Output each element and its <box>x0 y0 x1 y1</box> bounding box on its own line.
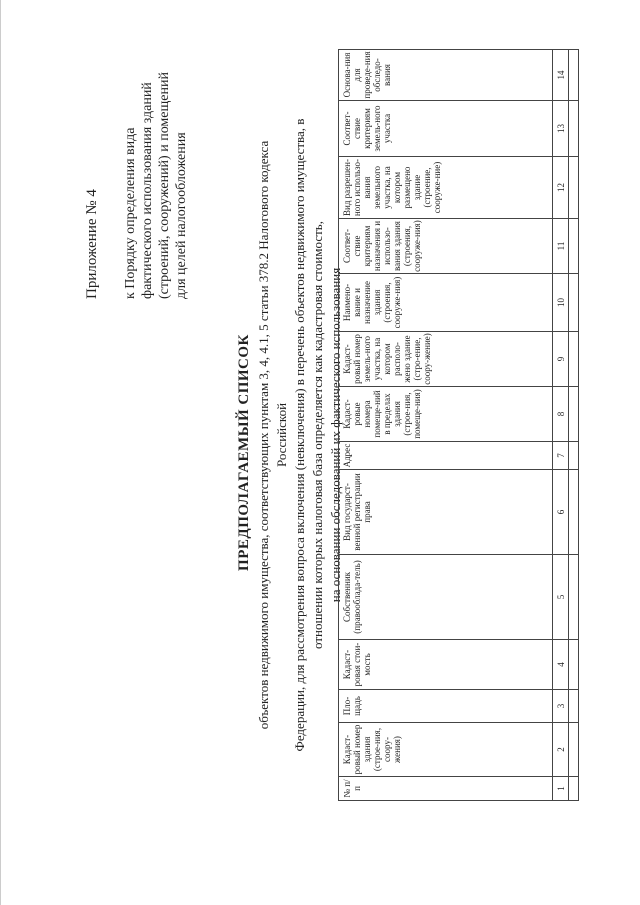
column-number: 14 <box>553 50 569 101</box>
subtitle-line: отношении которых налоговая база определяется как кадастровая стоимость, <box>310 221 325 649</box>
empty-cell <box>569 723 579 777</box>
annex-title: Приложение № 4 <box>84 189 100 299</box>
column-number: 9 <box>553 332 569 387</box>
header-cell: Вид государст-венной регистрации права <box>339 470 553 555</box>
header-cell: Кадаст-ровый номер здания (строе-ния, соору-жения) <box>339 723 553 777</box>
document-subtitle <box>255 115 345 755</box>
table-header-row <box>339 50 553 801</box>
header-cell: Собственник (правооблада-тель) <box>339 555 553 640</box>
header-cell: Соответ-ствие критериям земель-ного участка <box>339 101 553 157</box>
column-number: 6 <box>553 470 569 555</box>
column-number: 13 <box>553 101 569 157</box>
column-number-row <box>553 50 569 801</box>
column-number: 3 <box>553 690 569 723</box>
property-list-table <box>338 49 579 801</box>
annex-line: (строений, сооружений) и помещений <box>157 72 172 299</box>
empty-cell <box>569 274 579 332</box>
header-cell: Кадаст-ровые номера помеще-ний в пределах здания (строе-ния, помеще-ния) <box>339 387 553 442</box>
empty-cell <box>569 157 579 219</box>
subtitle-line: объектов недвижимого имущества, соответствующих пунктам 3, 4, 4.1, 5 статьи 378.2 Налогового кодекса Российской <box>256 140 289 730</box>
header-cell: Кадаст-ровая стои-мость <box>339 640 553 690</box>
empty-cell <box>569 555 579 640</box>
empty-row <box>569 50 579 801</box>
subtitle-line: на основании обследований их фактического использования <box>328 267 343 603</box>
header-cell: Адрес <box>339 442 553 470</box>
header-cell: Основа-ния для проведе-ния обследо-вания <box>339 50 553 101</box>
column-number: 4 <box>553 640 569 690</box>
empty-cell <box>569 50 579 101</box>
empty-cell <box>569 387 579 442</box>
header-cell: Наимено-вание и назначение здания (строения, сооруже-ния) <box>339 274 553 332</box>
empty-cell <box>569 690 579 723</box>
header-cell: Пло-щадь <box>339 690 553 723</box>
empty-cell <box>569 332 579 387</box>
column-number: 10 <box>553 274 569 332</box>
empty-cell <box>569 470 579 555</box>
column-number: 8 <box>553 387 569 442</box>
annex-line: для целей налогообложения <box>174 132 189 299</box>
annex-description <box>122 19 190 299</box>
empty-cell <box>569 101 579 157</box>
column-number: 7 <box>553 442 569 470</box>
empty-cell <box>569 777 579 801</box>
column-number: 1 <box>553 777 569 801</box>
document-title: ПРЕДПОЛАГАЕМЫЙ СПИСОК <box>236 334 252 571</box>
empty-cell <box>569 219 579 274</box>
annex-line: к Порядку определения вида <box>123 127 138 299</box>
column-number: 5 <box>553 555 569 640</box>
column-number: 2 <box>553 723 569 777</box>
empty-cell <box>569 640 579 690</box>
column-number: 11 <box>553 219 569 274</box>
header-cell: Соответ-ствие критериям назначения и использо-вания здания (строения, сооруже-ния) <box>339 219 553 274</box>
header-cell: № п/п <box>339 777 553 801</box>
header-cell: Кадаст-ровый номер земель-ного участка, на котором располо-жено здание (стро-ение, соору-жение) <box>339 332 553 387</box>
subtitle-line: Федерации, для рассмотрения вопроса включения (невключения) в перечень объектов недвижимого имущества, в <box>292 118 307 752</box>
header-cell: Вид разрешен-ного использо-вания земельного участка, на котором размещено здание (строение, сооруже-ние) <box>339 157 553 219</box>
empty-cell <box>569 442 579 470</box>
annex-line: фактического использования зданий <box>140 82 155 299</box>
column-number: 12 <box>553 157 569 219</box>
